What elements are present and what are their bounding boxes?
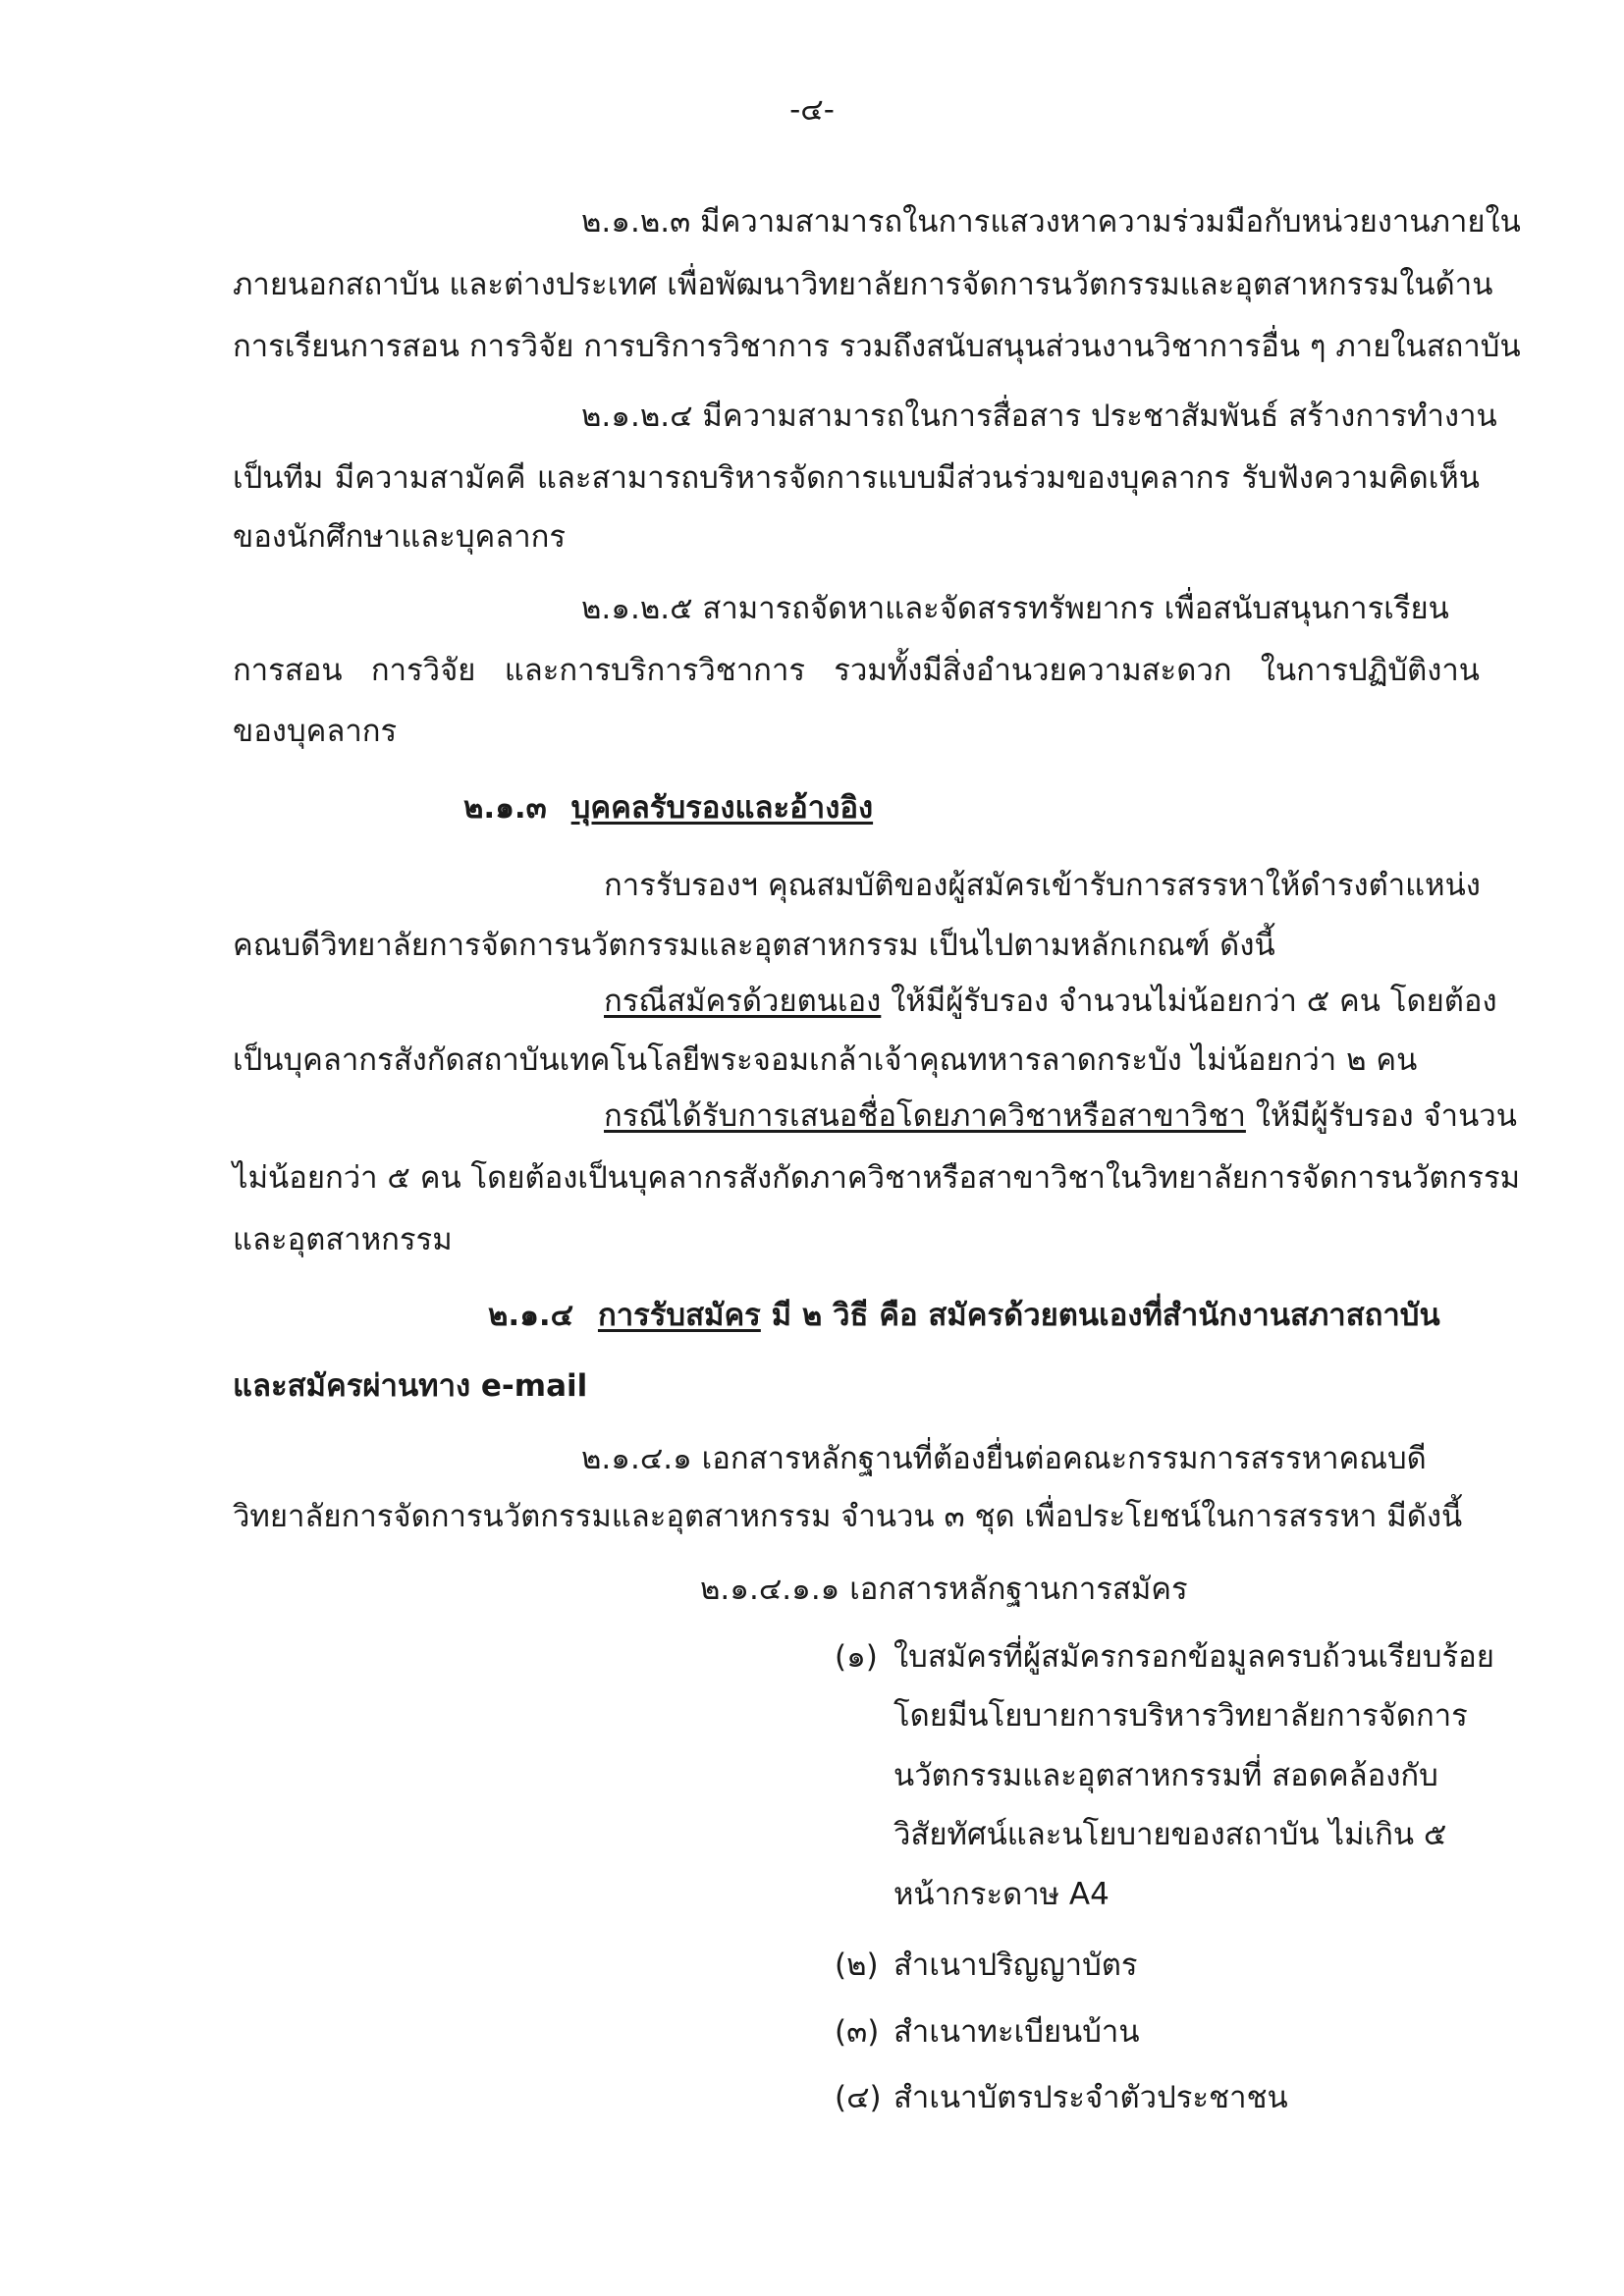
section-21411-title: ๒.๑.๔.๑.๑ เอกสารหลักฐานการสมัคร (700, 1572, 1188, 1607)
case-nominated-text: ให้มีผู้รับรอง จำนวน (1245, 1098, 1517, 1134)
para-2123-line-3: การเรียนการสอน การวิจัย การบริการวิชาการ รวมถึงสนับสนุนส่วนงานวิชาการอื่น ๆ ภายในสถาบัน (233, 329, 1521, 364)
document-item-1-line-3: นวัตกรรมและอุตสาหกรรมที่ สอดคล้องกับ (893, 1758, 1438, 1793)
document-item-4-text: สำเนาบัตรประจำตัวประชาชน (893, 2080, 1288, 2115)
case-self-apply-line-2: เป็นบุคลากรสังกัดสถาบันเทคโนโลยีพระจอมเกล้าเจ้าคุณทหารลาดกระบัง ไม่น้อยกว่า ๒ คน (233, 1042, 1418, 1078)
case-nominated-label: กรณีได้รับการเสนอชื่อโดยภาควิชาหรือสาขาวิชา (604, 1098, 1246, 1134)
document-item-1-line-5: หน้ากระดาษ A4 (893, 1877, 1110, 1912)
para-2124-line-1: ๒.๑.๒.๔ มีความสามารถในการสื่อสาร ประชาสัมพันธ์ สร้างการทำงาน (581, 399, 1497, 434)
document-item-1-line-2: โดยมีนโยบายการบริหารวิทยาลัยการจัดการ (893, 1698, 1468, 1734)
section-213-intro-line-2: คณบดีวิทยาลัยการจัดการนวัตกรรมและอุตสาหกรรม เป็นไปตามหลักเกณฑ์ ดังนี้ (233, 928, 1275, 963)
para-2123-line-1: ๒.๑.๒.๓ มีความสามารถในการแสวงหาความร่วมมือกับหน่วยงานภายใน (581, 204, 1521, 240)
case-nominated-line-3: และอุตสาหกรรม (233, 1222, 453, 1257)
document-item-2-text: สำเนาปริญญาบัตร (893, 1948, 1138, 1983)
para-2125-line-3: ของบุคลากร (233, 714, 398, 749)
page-number: -๔- (789, 92, 835, 128)
document-item-4-number: (๔) (835, 2080, 882, 2115)
para-2124-line-2: เป็นทีม มีความสามัคคี และสามารถบริหารจัดการแบบมีส่วนร่วมของบุคลากร รับฟังความคิดเห็น (233, 460, 1480, 496)
section-214-title: การรับสมัคร (597, 1298, 761, 1333)
section-214-heading-text: มี ๒ วิธี คือ สมัครด้วยตนเองที่สำนักงานสภาสถาบัน (760, 1298, 1440, 1333)
case-self-apply-line-1 (604, 982, 1497, 1021)
para-2125-line-2: การสอน การวิจัย และการบริการวิชาการ รวมทั้งมีสิ่งอำนวยความสะดวก ในการปฏิบัติงาน (233, 653, 1480, 688)
document-item-1-line-1: ใบสมัครที่ผู้สมัครกรอกข้อมูลครบถ้วนเรียบร้อย (893, 1639, 1494, 1675)
document-item-3-number: (๓) (835, 2014, 880, 2050)
section-214-number: ๒.๑.๔ (488, 1298, 574, 1333)
section-2141-line-1: ๒.๑.๔.๑ เอกสารหลักฐานที่ต้องยื่นต่อคณะกรรมการสรรหาคณบดี (581, 1441, 1427, 1476)
section-213-intro-line-1: การรับรองฯ คุณสมบัติของผู้สมัครเข้ารับการสรรหาให้ดำรงตำแหน่ง (604, 868, 1481, 903)
para-2124-line-3: ของนักศึกษาและบุคลากร (233, 519, 567, 555)
case-self-apply-text: ให้มีผู้รับรอง จำนวนไม่น้อยกว่า ๕ คน โดยต้อง (881, 984, 1497, 1019)
case-self-apply-label: กรณีสมัครด้วยตนเอง (604, 984, 882, 1019)
section-213-number: ๒.๑.๓ (463, 790, 547, 826)
section-214-heading-line-2: และสมัครผ่านทาง e-mail (233, 1368, 588, 1404)
document-item-1-number: (๑) (835, 1639, 878, 1675)
section-2141-line-2: วิทยาลัยการจัดการนวัตกรรมและอุตสาหกรรม จำนวน ๓ ชุด เพื่อประโยชน์ในการสรรหา มีดังนี้ (233, 1499, 1463, 1534)
section-214-heading (488, 1296, 1440, 1335)
case-nominated-line-2: ไม่น้อยกว่า ๕ คน โดยต้องเป็นบุคลากรสังกัดภาควิชาหรือสาขาวิชาในวิทยาลัยการจัดการนวัตกรรม (233, 1160, 1521, 1196)
para-2125-line-1: ๒.๑.๒.๕ สามารถจัดหาและจัดสรรทรัพยากร เพื่อสนับสนุนการเรียน (581, 591, 1449, 626)
para-2123-line-2: ภายนอกสถาบัน และต่างประเทศ เพื่อพัฒนาวิทยาลัยการจัดการนวัตกรรมและอุตสาหกรรมในด้าน (233, 267, 1493, 302)
document-item-2-number: (๒) (835, 1948, 879, 1983)
document-item-1-line-4: วิสัยทัศน์และนโยบายของสถาบัน ไม่เกิน ๕ (893, 1817, 1447, 1852)
section-213-title: บุคคลรับรองและอ้างอิง (570, 790, 874, 826)
section-213-heading (463, 788, 873, 828)
case-nominated-line-1 (604, 1096, 1517, 1136)
document-item-3-text: สำเนาทะเบียนบ้าน (893, 2014, 1140, 2050)
